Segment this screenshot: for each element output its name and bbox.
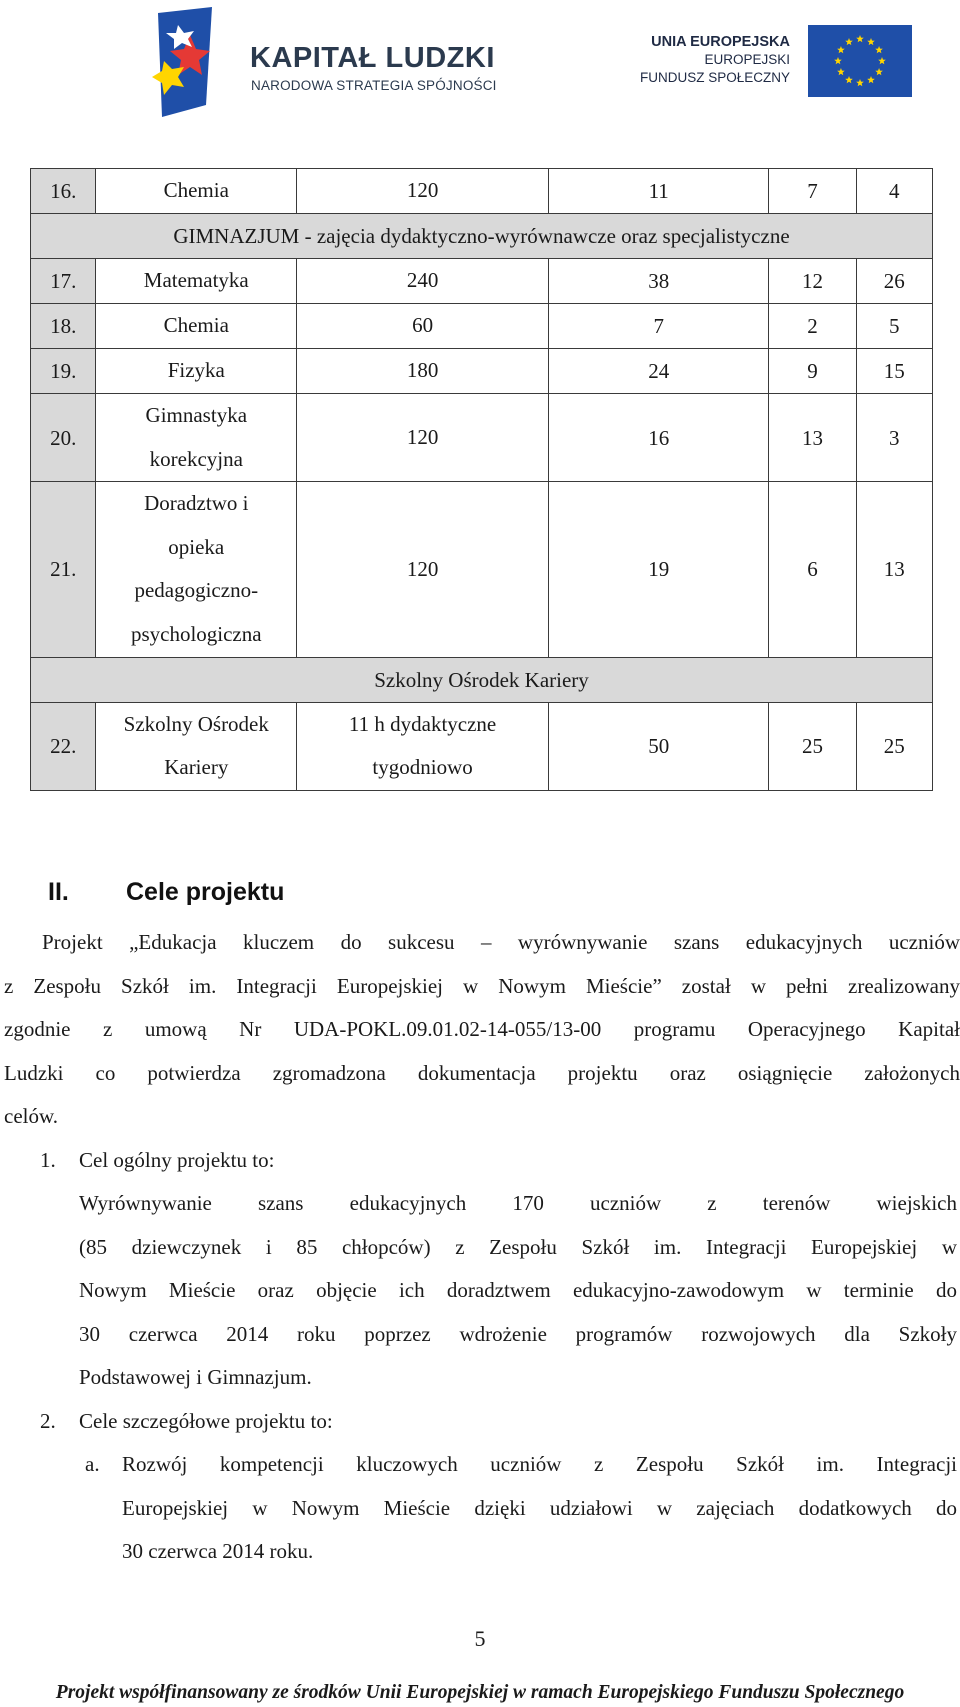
kapital-ludzki-subtitle: NARODOWA STRATEGIA SPÓJNOŚCI (251, 78, 497, 93)
row-number: 21. (31, 482, 96, 657)
eu-logo (618, 25, 918, 103)
results-table-body (31, 169, 933, 791)
row-name-line: Chemia (163, 313, 229, 338)
table-row (31, 702, 933, 790)
row-hours (297, 702, 549, 790)
kapital-ludzki-logo (150, 5, 510, 117)
row-value-b: 15 (856, 349, 932, 394)
row-number: 17. (31, 259, 96, 304)
row-number: 20. (31, 394, 96, 482)
row-hours-line: 240 (406, 268, 439, 293)
row-name-line: Chemia (163, 178, 229, 203)
header (0, 0, 960, 125)
kapital-ludzki-title: KAPITAŁ LUDZKI (250, 42, 495, 74)
section-label: Szkolny Ośrodek Kariery (31, 657, 933, 702)
row-total: 19 (549, 482, 769, 657)
paragraph-line: Rozwój kompetencji kluczowych uczniów z Zespołu Szkół im. Integracji (122, 1452, 957, 1476)
paragraph-line: Projekt „Edukacja kluczem do sukcesu – wyrównywanie szans edukacyjnych uczniów (42, 930, 960, 954)
paragraph-line: Nowym Mieście oraz objęcie ich doradztwem edukacyjno-zawodowym w terminie do (79, 1278, 957, 1303)
row-hours-line: 11 h dydaktyczne (348, 711, 497, 736)
list-item-1-title: Cel ogólny projektu to: (79, 1148, 275, 1172)
table-section-row (31, 214, 933, 259)
row-hours-line: 120 (406, 424, 439, 449)
row-name-line: pedagogiczno- (134, 578, 259, 603)
row-value-a: 25 (769, 702, 856, 790)
paragraph-line: (85 dziewczynek i 85 chłopców) z Zespołu Szkół im. Integracji Europejskiej w (79, 1234, 957, 1259)
row-hours-line: 120 (406, 178, 439, 203)
paragraph-line: z Zespołu Szkół im. Integracji Europejskiej w Nowym Mieście” został w pełni zrealizowany (4, 973, 960, 998)
row-name-line: korekcyjna (149, 446, 243, 471)
row-value-a: 12 (769, 259, 856, 304)
row-hours-line: tygodniowo (372, 755, 473, 780)
eu-line-3: FUNDUSZ SPOŁECZNY (639, 70, 790, 85)
section-title: Cele projektu (126, 878, 285, 906)
row-value-a: 7 (769, 169, 856, 214)
row-value-b: 4 (856, 169, 932, 214)
row-name-line: psychologiczna (130, 621, 262, 646)
row-name-line: Gimnastyka (145, 403, 248, 427)
list-item-2-title: Cele szczegółowe projektu to: (79, 1409, 333, 1433)
table-row (31, 169, 933, 214)
list-item-1-label: 1. (40, 1148, 56, 1172)
paragraph-line: Europejskiej w Nowym Mieście dzięki udziałowi w zajęciach dodatkowych do (122, 1495, 957, 1520)
table-row (31, 304, 933, 349)
row-value-a: 13 (769, 394, 856, 482)
row-number: 18. (31, 304, 96, 349)
row-name (96, 394, 297, 482)
row-hours (297, 169, 549, 214)
row-hours (297, 304, 549, 349)
row-number: 22. (31, 702, 96, 790)
row-hours (297, 482, 549, 657)
table-section-row (31, 657, 933, 702)
table-row (31, 349, 933, 394)
row-total: 16 (549, 394, 769, 482)
page-number: 5 (474, 1626, 486, 1651)
paragraph-line: 30 czerwca 2014 roku poprzez wdrożenie programów rozwojowych dla Szkoły (79, 1321, 957, 1346)
row-value-b: 5 (856, 304, 932, 349)
row-total: 38 (549, 259, 769, 304)
row-name-line: Fizyka (167, 358, 225, 383)
row-number: 16. (31, 169, 96, 214)
row-value-b: 25 (856, 702, 932, 790)
intro-paragraph (4, 921, 960, 1139)
sub-item-a-label: a. (85, 1452, 100, 1476)
section-label: GIMNAZJUM - zajęcia dydaktyczno-wyrównawcze oraz specjalistyczne (31, 214, 933, 259)
row-name-line: opieka (168, 534, 225, 559)
list-item-2-label: 2. (40, 1409, 56, 1433)
row-hours-line: 180 (406, 358, 439, 383)
row-value-a: 9 (769, 349, 856, 394)
row-name (96, 482, 297, 657)
row-value-a: 6 (769, 482, 856, 657)
section-heading (48, 878, 284, 907)
paragraph-line: 30 czerwca 2014 roku. (122, 1539, 314, 1564)
row-name-line: Kariery (164, 755, 229, 780)
table-row (31, 394, 933, 482)
list-item-1-body (79, 1182, 957, 1400)
row-number: 19. (31, 349, 96, 394)
paragraph-line: Wyrównywanie szans edukacyjnych 170 uczniów z terenów wiejskich (79, 1191, 957, 1215)
footer-note: Projekt współfinansowany ze środków Unii Europejskiej w ramach Europejskiego Funduszu Społecznego (55, 1682, 905, 1703)
eu-logo-text (640, 33, 790, 87)
row-name (96, 169, 297, 214)
section-number: II. (48, 878, 69, 906)
table-row (31, 482, 933, 657)
table-row (31, 259, 933, 304)
row-value-b: 26 (856, 259, 932, 304)
row-name-line: Doradztwo i (144, 491, 249, 516)
sub-item-a-body (122, 1443, 957, 1574)
row-value-b: 13 (856, 482, 932, 657)
row-hours-line: 60 (412, 313, 434, 338)
row-total: 50 (549, 702, 769, 790)
row-name (96, 349, 297, 394)
row-name (96, 702, 297, 790)
eu-line-2: EUROPEJSKI (704, 52, 790, 67)
row-hours (297, 259, 549, 304)
row-name (96, 259, 297, 304)
kapital-ludzki-emblem-icon (150, 5, 250, 117)
row-hours-line: 120 (406, 556, 439, 581)
row-total: 7 (549, 304, 769, 349)
row-total: 24 (549, 349, 769, 394)
row-value-b: 3 (856, 394, 932, 482)
paragraph-line: Podstawowej i Gimnazjum. (79, 1365, 312, 1390)
row-value-a: 2 (769, 304, 856, 349)
row-hours (297, 394, 549, 482)
row-name (96, 304, 297, 349)
row-total: 11 (549, 169, 769, 214)
results-table (30, 168, 933, 791)
paragraph-line: zgodnie z umową Nr UDA-POKL.09.01.02-14-055/13-00 programu Operacyjnego Kapitał (4, 1017, 960, 1042)
paragraph-line: celów. (4, 1104, 59, 1129)
row-name-line: Matematyka (143, 268, 249, 293)
row-hours (297, 349, 549, 394)
eu-flag-icon (808, 25, 912, 97)
eu-line-1: UNIA EUROPEJSKA (651, 34, 790, 50)
row-name-line: Szkolny Ośrodek (123, 711, 269, 736)
paragraph-line: Ludzki co potwierdza zgromadzona dokumentacja projektu oraz osiągnięcie założonych (4, 1060, 960, 1085)
